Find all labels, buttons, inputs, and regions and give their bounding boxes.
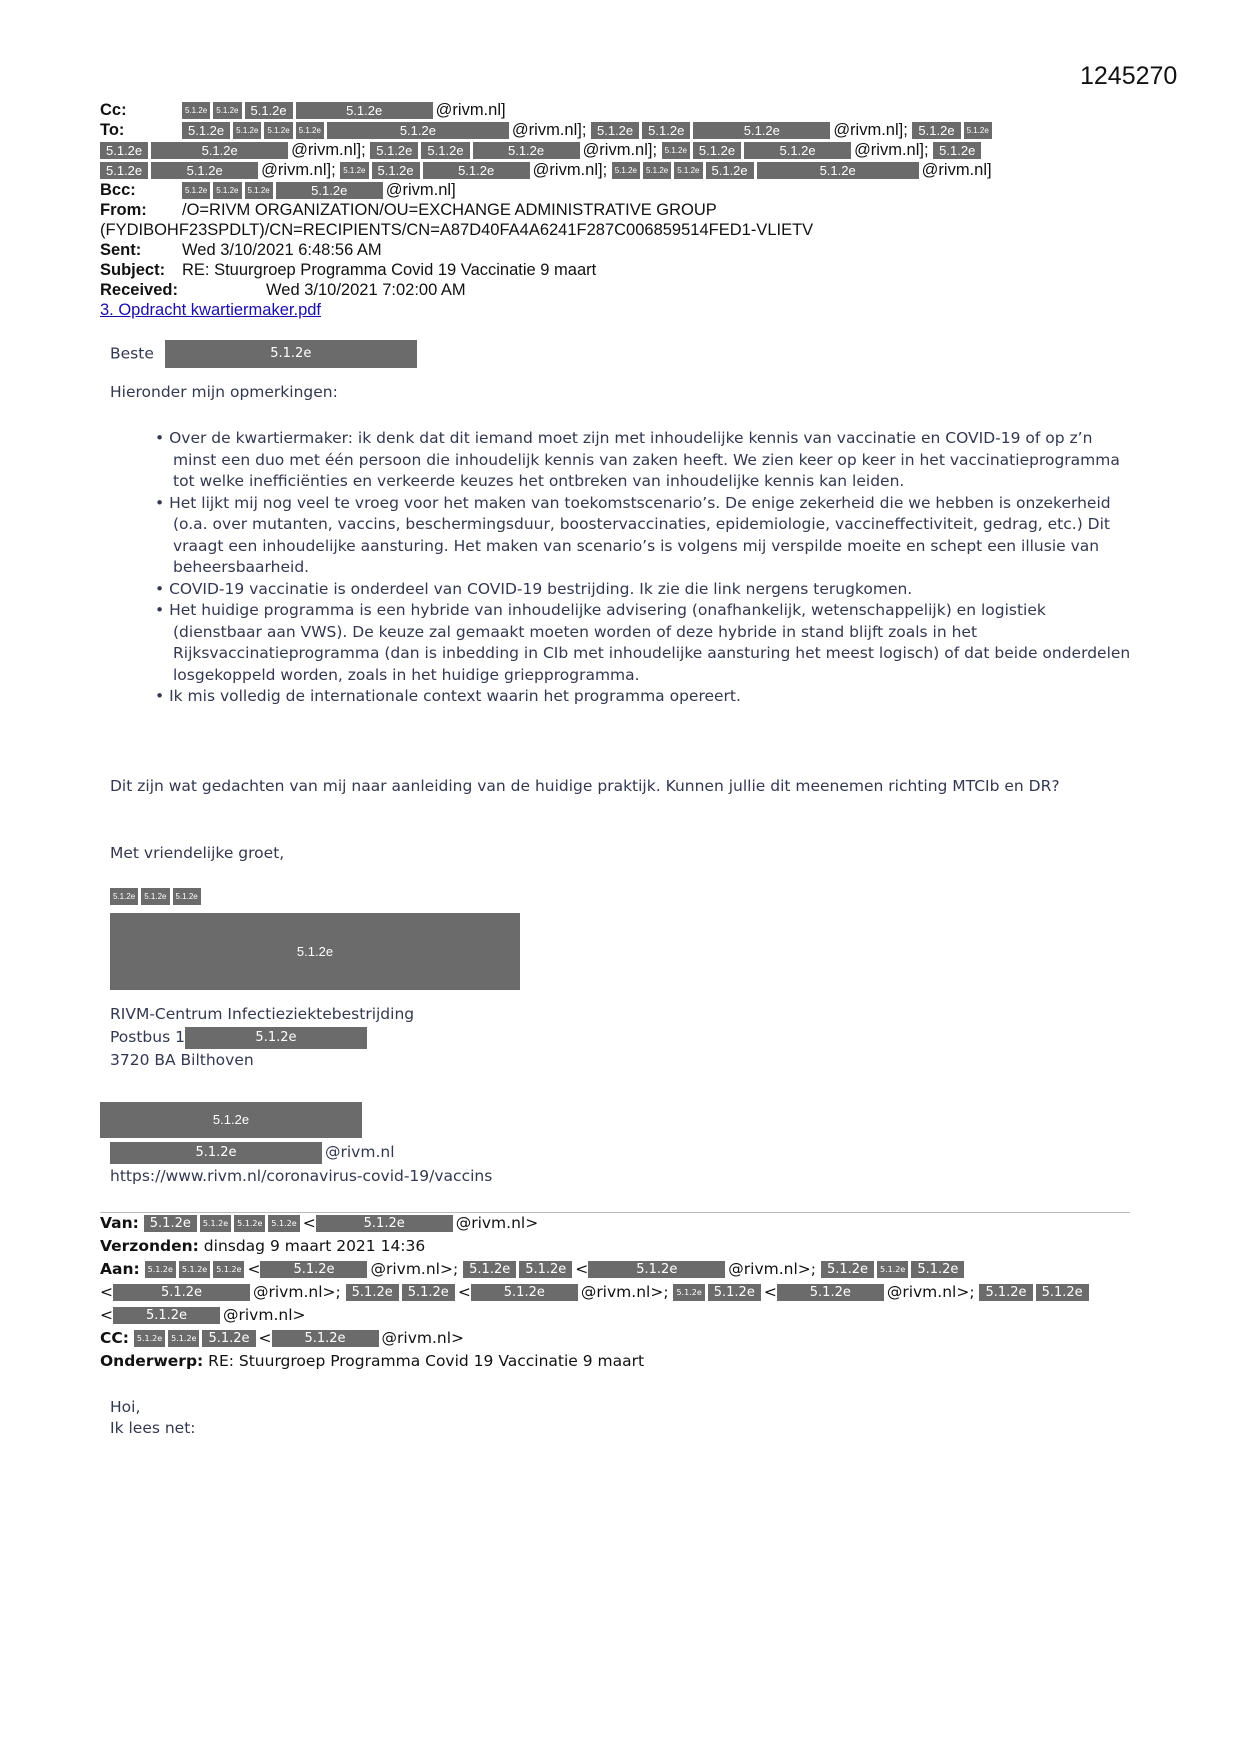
from-row (100, 200, 717, 220)
redaction: 5.1.2e (173, 888, 201, 905)
cc-label: Cc: (100, 101, 127, 119)
email-domain: @rivm.nl> (886, 1283, 970, 1301)
redaction: 5.1.2e (612, 162, 640, 179)
redaction: 5.1.2e (276, 182, 383, 199)
redaction: 5.1.2e (1036, 1284, 1089, 1301)
subject-value: RE: Stuurgroep Programma Covid 19 Vaccinatie 9 maart (182, 261, 597, 279)
redaction: 5.1.2e (165, 340, 417, 368)
list-item: • Het huidige programma is een hybride van inhoudelijke advisering (onafhankelijk, wetenschappelijk) en logistiek (dienstbaar aan VWS). De keuze zal gemaakt moeten worden of deze hybride in stand blijft zoals in het Rijksvaccinatieprogramma (dan is inbedding in CIb met inhoudelijke aansturing het meest logisch) of dat beide onderdelen losgekoppeld worden, zoals in het huidige griepprogramma. (155, 601, 1131, 684)
redaction: 5.1.2e (264, 122, 292, 139)
sent-label: Sent: (100, 241, 142, 259)
redaction: 5.1.2e (662, 142, 690, 159)
redaction: 5.1.2e (100, 142, 148, 159)
bcc-row (100, 180, 456, 200)
redaction: 5.1.2e (519, 1261, 572, 1278)
received-value: Wed 3/10/2021 7:02:00 AM (266, 281, 466, 299)
sender-name-row (110, 886, 204, 906)
redaction: 5.1.2e (372, 162, 420, 179)
from-label: From: (100, 201, 147, 219)
redaction: 5.1.2e (213, 182, 241, 199)
signature-city: 3720 BA Bilthoven (110, 1051, 254, 1069)
redaction: 5.1.2e (200, 1215, 231, 1232)
list-item: • Het lijkt mij nog veel te vroeg voor het maken van toekomstscenario’s. De enige zekerheid die we hebben is onzekerheid (o.a. over mutanten, vaccins, beschermingsduur, boostervaccinaties, epidemiologie, vaccineffectiviteit, gedrag, etc.) Dit vraagt een inhoudelijke aansturing. Het maken van scenario’s is volgens mij verspilde moeite en schept een illusie van beheersbaarheid. (155, 493, 1111, 576)
redaction: 5.1.2e (151, 142, 288, 159)
redaction: 5.1.2e (185, 1027, 367, 1049)
redaction: 5.1.2e (151, 162, 258, 179)
van-label: Van: (100, 1214, 139, 1232)
cc-fw-label: CC: (100, 1329, 129, 1347)
signature-url[interactable]: https://www.rivm.nl/coronavirus-covid-19/vaccins (110, 1167, 493, 1185)
ik-lees-text: Ik lees net: (110, 1419, 196, 1437)
hoi-text: Hoi, (110, 1398, 141, 1416)
redaction: 5.1.2e (134, 1330, 165, 1347)
redaction: 5.1.2e (268, 1215, 299, 1232)
redaction: 5.1.2e (296, 102, 433, 119)
received-label: Received: (100, 281, 178, 299)
redaction: 5.1.2e (110, 888, 138, 905)
redaction: 5.1.2e (144, 1215, 197, 1232)
received-row (100, 280, 466, 300)
bcc-label: Bcc: (100, 181, 136, 199)
redaction: 5.1.2e (110, 913, 520, 990)
email-domain: @rivm.nl] (385, 181, 456, 199)
regards: Met vriendelijke groet, (110, 844, 285, 862)
list-item: • Over de kwartiermaker: ik denk dat dit iemand moet zijn met inhoudelijke kennis van vaccinatie en COVID-19 of op z’n minst een duo met één persoon die inhoudelijk kennis van zaken heeft. We zien keer op keer in het vaccinatieprogramma tot welke inefficiënties en verkeerde keuzes het ontbreken van inhoudelijke kennis kan leiden. (155, 429, 1120, 490)
from-row-2: (FYDIBOHF23SPDLT)/CN=RECIPIENTS/CN=A87D40FA4A6241F287C006859514FED1-VLIETV (100, 221, 814, 239)
redaction: 5.1.2e (202, 1330, 255, 1347)
redaction: 5.1.2e (471, 1284, 578, 1301)
onderwerp-value: RE: Stuurgroep Programma Covid 19 Vaccinatie 9 maart (208, 1352, 645, 1370)
verzonden-value: dinsdag 9 maart 2021 14:36 (203, 1237, 426, 1255)
redaction: 5.1.2e (296, 122, 324, 139)
email-domain: @rivm.nl> (455, 1214, 539, 1232)
signature-postbus: Postbus 1 (110, 1028, 185, 1046)
redaction: 5.1.2e (706, 162, 754, 179)
subject-row (100, 260, 596, 280)
redaction: 5.1.2e (693, 142, 741, 159)
redaction: 5.1.2e (141, 888, 169, 905)
redaction: 5.1.2e (213, 102, 241, 119)
email-domain: @rivm.nl] (261, 161, 332, 179)
redaction: 5.1.2e (402, 1284, 455, 1301)
redaction: 5.1.2e (708, 1284, 761, 1301)
email-domain: @rivm.nl> (580, 1283, 664, 1301)
verzonden-label: Verzonden: (100, 1237, 199, 1255)
redaction: 5.1.2e (821, 1261, 874, 1278)
aan-label: Aan: (100, 1260, 140, 1278)
closing-paragraph: Dit zijn wat gedachten van mij naar aanleiding van de huidige praktijk. Kunnen jullie dit meenemen richting MTCIb en DR? (110, 777, 1060, 795)
redaction: 5.1.2e (316, 1215, 453, 1232)
signature-email-row (110, 1141, 395, 1164)
redaction: 5.1.2e (260, 1261, 367, 1278)
aan-row-2: < 5.1.2e @rivm.nl>; 5.1.2e 5.1.2e < 5.1.2e @rivm.nl>; 5.1.2e 5.1.2e < 5.1.2e @rivm.nl>; 5.1.2e 5.1.2e (100, 1281, 1092, 1304)
to-label: To: (100, 121, 125, 139)
verzonden-row (100, 1235, 425, 1258)
comments-list (155, 428, 1135, 708)
redaction: 5.1.2e (673, 1284, 704, 1301)
redaction: 5.1.2e (182, 182, 210, 199)
to-row-2: 5.1.2e 5.1.2e @rivm.nl]; 5.1.2e 5.1.2e 5.1.2e @rivm.nl]; 5.1.2e 5.1.2e 5.1.2e @rivm.nl]; 5.1.2e (100, 140, 984, 160)
redaction: 5.1.2e (642, 122, 690, 139)
redaction: 5.1.2e (145, 1261, 176, 1278)
redaction: 5.1.2e (179, 1261, 210, 1278)
redaction: 5.1.2e (643, 162, 671, 179)
redaction: 5.1.2e (168, 1330, 199, 1347)
redaction: 5.1.2e (113, 1307, 220, 1324)
aan-row: Aan: 5.1.2e 5.1.2e 5.1.2e < 5.1.2e @rivm.nl>; 5.1.2e 5.1.2e < 5.1.2e @rivm.nl>; 5.1.2e 5.1.2e 5.1.2e (100, 1258, 967, 1281)
redaction: 5.1.2e (777, 1284, 884, 1301)
signature-email: @rivm.nl (325, 1143, 395, 1161)
redaction: 5.1.2e (272, 1330, 379, 1347)
list-item: • COVID-19 vaccinatie is onderdeel van COVID-19 bestrijding. Ik zie die link nergens terugkomen. (155, 579, 913, 598)
email-domain: @rivm.nl> (728, 1260, 811, 1278)
onderwerp-label: Onderwerp: (100, 1352, 204, 1370)
redaction: 5.1.2e (113, 1284, 250, 1301)
redaction: 5.1.2e (877, 1261, 908, 1278)
redaction: 5.1.2e (463, 1261, 516, 1278)
redaction: 5.1.2e (473, 142, 580, 159)
redaction: 5.1.2e (744, 142, 851, 159)
redaction: 5.1.2e (693, 122, 830, 139)
redaction: 5.1.2e (591, 122, 639, 139)
sent-value: Wed 3/10/2021 6:48:56 AM (182, 241, 382, 259)
redaction: 5.1.2e (421, 142, 469, 159)
email-domain: @rivm.nl] (511, 121, 582, 139)
redaction: 5.1.2e (327, 122, 509, 139)
redaction: 5.1.2e (912, 122, 960, 139)
redaction: 5.1.2e (100, 162, 148, 179)
email-domain: @rivm.nl] (582, 141, 653, 159)
redaction: 5.1.2e (182, 102, 210, 119)
email-domain: @rivm.nl] (291, 141, 362, 159)
greeting: Beste (110, 344, 154, 363)
redaction: 5.1.2e (110, 1142, 322, 1164)
to-row-3: 5.1.2e 5.1.2e @rivm.nl]; 5.1.2e 5.1.2e 5.1.2e @rivm.nl]; 5.1.2e 5.1.2e 5.1.2e 5.1.2e 5.1.2e @rivm.nl] (100, 160, 992, 180)
email-domain: @rivm.nl> (223, 1306, 306, 1324)
intro-text: Hieronder mijn opmerkingen: (110, 383, 338, 401)
email-domain: @rivm.nl] (854, 141, 924, 159)
greeting-row (110, 340, 1130, 368)
signature-postbus-row (110, 1026, 370, 1049)
attachment-link[interactable]: 3. Opdracht kwartiermaker.pdf (100, 301, 322, 319)
email-domain: @rivm.nl] (532, 161, 603, 179)
redaction: 5.1.2e (757, 162, 919, 179)
redaction: 5.1.2e (979, 1284, 1032, 1301)
cc-row (100, 100, 506, 120)
van-row: Van: 5.1.2e 5.1.2e 5.1.2e 5.1.2e < 5.1.2e @rivm.nl> (100, 1214, 539, 1232)
to-row: To: 5.1.2e 5.1.2e 5.1.2e 5.1.2e 5.1.2e @rivm.nl]; 5.1.2e 5.1.2e 5.1.2e @rivm.nl]; 5.1.2e 5.1.2e (100, 120, 995, 140)
redaction: 5.1.2e (182, 122, 230, 139)
redaction: 5.1.2e (346, 1284, 399, 1301)
redaction: 5.1.2e (100, 1102, 362, 1138)
redaction: 5.1.2e (245, 102, 293, 119)
email-domain: @rivm.nl] (435, 101, 506, 119)
redaction: 5.1.2e (213, 1261, 244, 1278)
email-domain: @rivm.nl> (253, 1283, 336, 1301)
cc-fw-row: CC: 5.1.2e 5.1.2e 5.1.2e < 5.1.2e @rivm.nl> (100, 1329, 465, 1347)
list-item: • Ik mis volledig de internationale context waarin het programma opereert. (155, 687, 741, 705)
from-value: /O=RIVM ORGANIZATION/OU=EXCHANGE ADMINISTRATIVE GROUP (182, 201, 717, 219)
email-domain: @rivm.nl] (921, 161, 992, 179)
email-domain: @rivm.nl> (370, 1260, 453, 1278)
email-domain: @rivm.nl] (833, 121, 904, 139)
redaction: 5.1.2e (245, 182, 273, 199)
subject-label: Subject: (100, 261, 166, 279)
aan-row-3: < 5.1.2e @rivm.nl> (100, 1306, 306, 1324)
redaction: 5.1.2e (340, 162, 368, 179)
redaction: 5.1.2e (964, 122, 992, 139)
email-domain: @rivm.nl> (381, 1329, 465, 1347)
redaction: 5.1.2e (423, 162, 530, 179)
redaction: 5.1.2e (588, 1261, 725, 1278)
redaction: 5.1.2e (933, 142, 981, 159)
redaction: 5.1.2e (370, 142, 418, 159)
redaction: 5.1.2e (233, 122, 261, 139)
document-number: 1245270 (1080, 62, 1178, 90)
redaction: 5.1.2e (234, 1215, 265, 1232)
sent-row (100, 240, 382, 260)
onderwerp-row (100, 1350, 644, 1373)
redaction: 5.1.2e (674, 162, 702, 179)
signature-org: RIVM-Centrum Infectieziektebestrijding (110, 1005, 415, 1023)
redaction: 5.1.2e (911, 1261, 964, 1278)
